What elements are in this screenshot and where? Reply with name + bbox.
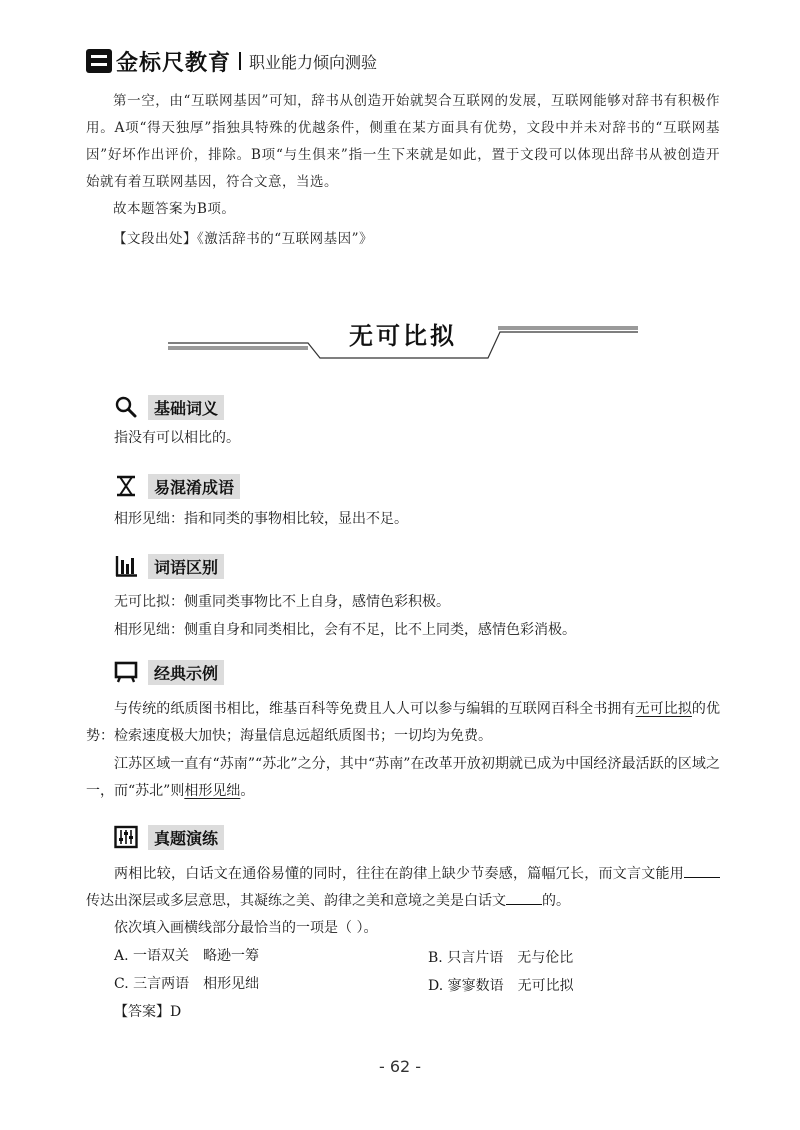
section-title: 基础词义 bbox=[148, 395, 224, 420]
section-title: 词语区别 bbox=[148, 554, 224, 579]
header-divider bbox=[239, 52, 241, 70]
board-icon bbox=[114, 660, 138, 684]
example-1-text-end: 的优势：检索速度极大加快；海量信息远超纸质图书；一切均为免费。 bbox=[86, 701, 721, 744]
option-c: C. 三言两语 相形见绌 bbox=[114, 976, 260, 992]
section-meaning-header bbox=[114, 394, 224, 420]
section-examples-header bbox=[114, 659, 224, 685]
answer-key: 【答案】D bbox=[114, 1004, 182, 1020]
section-practice-header bbox=[114, 824, 224, 850]
option-d: D. 寥寥数语 无可比拟 bbox=[428, 978, 574, 994]
example-2 bbox=[86, 751, 720, 805]
section-distinction-header bbox=[114, 553, 224, 579]
section-title: 经典示例 bbox=[148, 660, 224, 685]
explanation-paragraph: 第一空，由“互联网基因”可知，辞书从创造开始就契合互联网的发展，互联网能够对辞书有积极作用。A项“得天独厚”指独具特殊的优越条件，侧重在某方面具有优势，文段中并未对辞书的“互联网基因”好坏作出评价，排除。B项“与生俱来”指一生下来就是如此，置于文段可以体现出辞书从被创造开始就有着互联网基因，符合文意，当选。 bbox=[86, 93, 720, 190]
answer-blank-2 bbox=[506, 890, 542, 905]
source-citation: 【文段出处】《激活辞书的“互联网基因”》 bbox=[113, 231, 374, 247]
option-b: B. 只言片语 无与伦比 bbox=[428, 950, 574, 966]
question-prompt: 依次填入画横线部分最恰当的一项是（ ）。 bbox=[114, 920, 378, 936]
example-1-text: 与传统的纸质图书相比，维基百科等免费且人人可以参与编辑的互联网百科全书拥有 bbox=[114, 701, 636, 717]
explanation-block bbox=[86, 88, 720, 196]
magnifier-icon bbox=[114, 395, 138, 419]
answer-blank-1 bbox=[684, 863, 720, 878]
source-line bbox=[86, 226, 720, 253]
example-2-text-end: 。 bbox=[240, 783, 255, 799]
bar-chart-icon bbox=[114, 554, 138, 578]
question-text-mid: 传达出深层或多层意思，其凝练之美、韵律之美和意境之美是白话文 bbox=[86, 893, 506, 909]
example-2-term: 相形见绌 bbox=[184, 783, 241, 799]
question-text-end: 的。 bbox=[542, 893, 570, 909]
sliders-icon bbox=[114, 825, 138, 849]
idiom-banner bbox=[168, 306, 638, 362]
brand-logo-icon bbox=[86, 49, 112, 73]
example-1 bbox=[86, 696, 720, 750]
example-1-term: 无可比拟 bbox=[635, 701, 692, 717]
example-2-text: 江苏区域一直有“苏南”“苏北”之分，其中“苏南”在改革开放初期就已成为中国经济最活跃的区域之一，而“苏北”则 bbox=[86, 756, 720, 799]
section-confusable-header bbox=[114, 473, 240, 499]
explanation-answer bbox=[86, 196, 720, 223]
brand-name: 金标尺教育 bbox=[116, 50, 232, 76]
meaning-text: 指没有可以相比的。 bbox=[114, 430, 240, 446]
confusable-text: 相形见绌：指和同类的事物相比较，显出不足。 bbox=[114, 511, 408, 527]
answer-statement: 故本题答案为B项。 bbox=[113, 201, 236, 217]
page-number: - 62 - bbox=[378, 1057, 422, 1076]
option-a: A. 一语双关 略逊一筹 bbox=[114, 948, 260, 964]
header-subtitle: 职业能力倾向测验 bbox=[249, 52, 378, 72]
section-title: 易混淆成语 bbox=[148, 474, 240, 499]
hourglass-icon bbox=[114, 474, 138, 498]
section-title: 真题演练 bbox=[148, 825, 224, 850]
question-text: 两相比较，白话文在通俗易懂的同时，往往在韵律上缺少节奏感，篇幅冗长，而文言文能用 bbox=[114, 866, 684, 882]
page-header bbox=[86, 46, 377, 76]
distinction-line-1: 无可比拟：侧重同类事物比不上自身，感情色彩积极。 bbox=[114, 594, 450, 610]
idiom-title: 无可比拟 bbox=[349, 321, 457, 350]
distinction-line-2: 相形见绌：侧重自身和同类相比，会有不足，比不上同类，感情色彩消极。 bbox=[114, 622, 576, 638]
practice-question bbox=[86, 861, 720, 915]
